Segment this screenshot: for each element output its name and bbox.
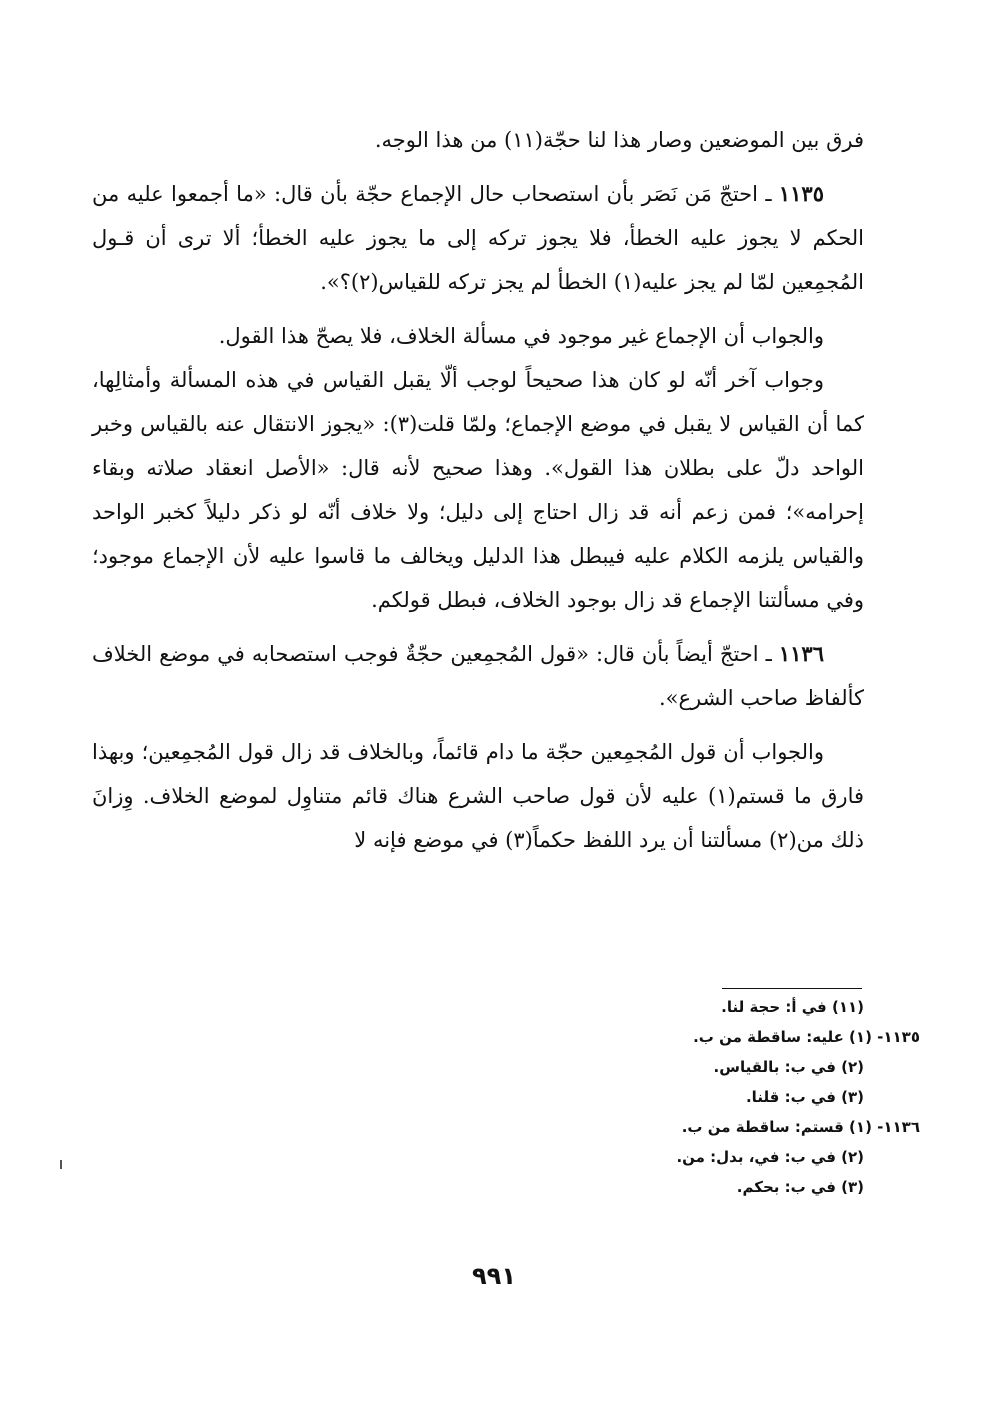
- paragraph-1135-text: ـ احتجّ مَن نَصَر بأن استصحاب حال الإجماع حجّة بأن قال: «ما أجمعوا عليه من الحكم لا يجوز عليه الخطأ، فلا يجوز تركه إلى ما يجوز عليه الخطأ؛ ألا ترى أن قـول المُجمِعين لمّا لم يجز عليه(١) الخطأ لم يجز تركه للقياس(٢)؟».: [92, 182, 864, 294]
- footnote: ١١٣٦- (١) قستم: ساقطة من ب.: [681, 1118, 920, 1136]
- footnote-divider: [722, 988, 862, 989]
- footnotes: [560, 992, 920, 1202]
- footnote: (٢) في ب: في، بدل: من.: [676, 1148, 864, 1166]
- footnote: (١١) في أ: حجة لنا.: [721, 998, 864, 1016]
- paragraph-1136-text: ـ احتجّ أيضاً بأن قال: «قول المُجمِعين حجّةٌ فوجب استصحابه في موضع الخلاف كألفاظ صاحب الشرع».: [92, 642, 864, 710]
- footnote: (٢) في ب: بالقياس.: [713, 1058, 864, 1076]
- section-number-1135: ١١٣٥: [778, 181, 824, 206]
- page-number: ٩٩١: [472, 1262, 516, 1290]
- paragraph-continuation: فرق بين الموضعين وصار هذا لنا حجّة(١١) من هذا الوجه.: [374, 128, 864, 152]
- paragraph-answer-2: وجواب آخر أنّه لو كان هذا صحيحاً لوجب ألّا يقبل القياس في هذه المسألة وأمثالِها، كما أن القياس لا يقبل في موضع الإجماع؛ ولمّا قلت(٣): «يجوز الانتقال عنه بالقياس وخبر الواحد دلّ على بطلان هذا القول». وهذا صحيح لأنه قال: «الأصل انعقاد صلاته وبقاء إحرامه»؛ فمن زعم أنه قد زال احتاج إلى دليل؛ ولا خلاف أنّه لو ذكر دليلاً كخبر الواحد والقياس يلزمه الكلام عليه فيبطل هذا الدليل ويخالف ما قاسوا عليه لأن الإجماع موجود؛ وفي مسألتنا الإجماع قد زال بوجود الخلاف، فبطل قولكم.: [92, 368, 864, 612]
- paragraph-1136: [92, 632, 864, 720]
- footnote: (٣) في ب: بحكم.: [736, 1178, 864, 1196]
- body-text: [92, 118, 864, 862]
- paragraph-answer-3: والجواب أن قول المُجمِعين حجّة ما دام قائماً، وبالخلاف قد زال قول المُجمِعين؛ وبهذا فارق ما قستم(١) عليه لأن قول صاحب الشرع هناك قائم متناوِل لموضع الخلاف. وِزانَ ذلك من(٢) مسألتنا أن يرد اللفظ حكماً(٣) في موضع فإنه لا: [92, 740, 865, 852]
- paragraph-1135: [92, 172, 864, 304]
- section-number-1136: ١١٣٦: [778, 641, 824, 666]
- footnote: (٣) في ب: قلنا.: [745, 1088, 864, 1106]
- scan-speck: [60, 1160, 62, 1169]
- footnote: ١١٣٥- (١) عليه: ساقطة من ب.: [693, 1028, 920, 1046]
- paragraph-answer-1: والجواب أن الإجماع غير موجود في مسألة الخلاف، فلا يصحّ هذا القول.: [218, 324, 824, 348]
